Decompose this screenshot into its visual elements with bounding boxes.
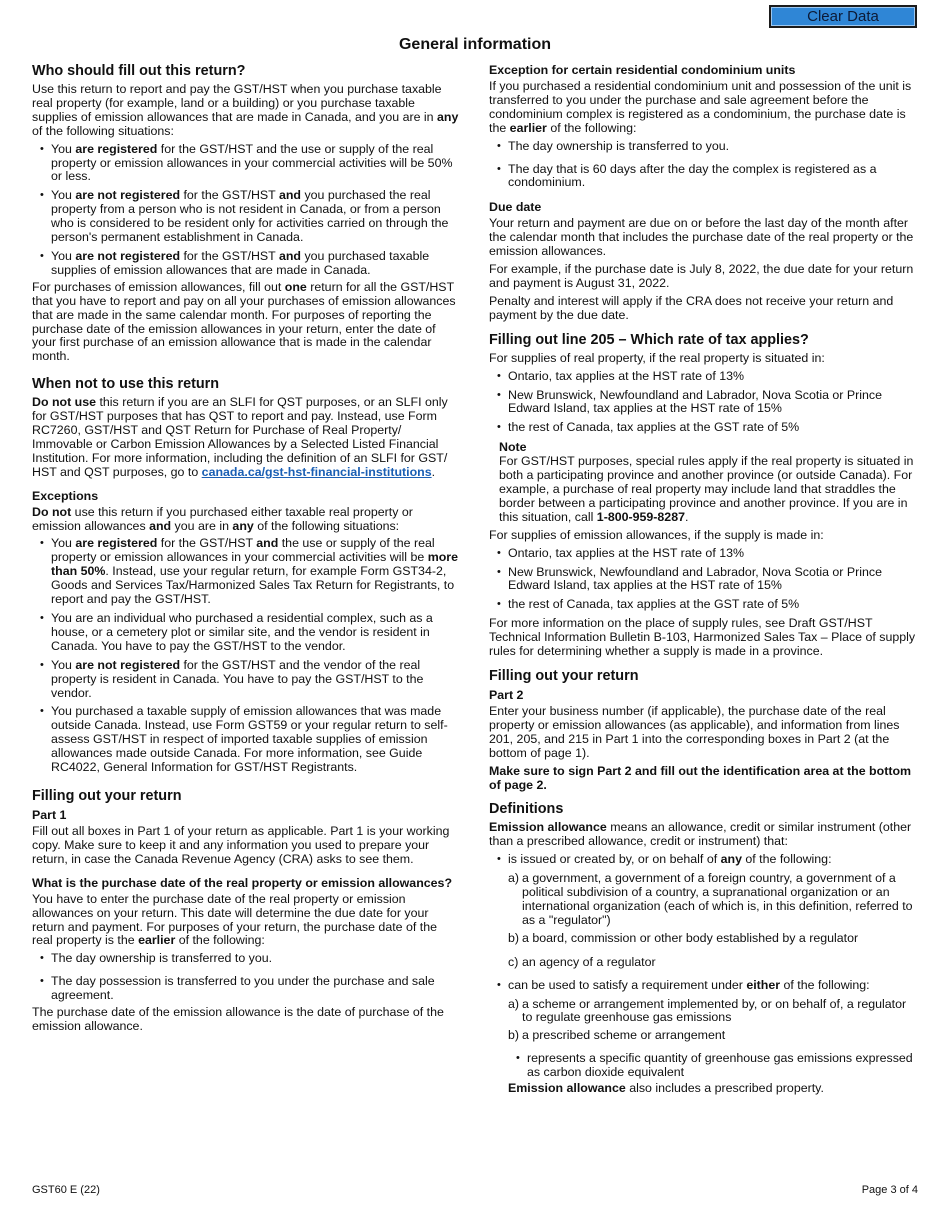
list-item: • The day ownership is transferred to you. — [32, 952, 460, 966]
definition-also: Emission allowance also includes a prescribed property. — [508, 1081, 824, 1096]
filling-out-part2-section — [489, 668, 919, 792]
list-item: • You are an individual who purchased a residential complex, such as a house, or a cemetery plot or similar site, and the vendor is resident in Canada. You have to pay the GST/HST to the vendor. — [32, 612, 460, 654]
sub-list-item: b) a board, commission or other body established by a regulator — [508, 930, 859, 945]
sub-list-item: a) a scheme or arrangement implemented by, or on behalf of, a regulator to regulate greenhouse gas emissions — [508, 996, 907, 1025]
purchase-date-heading: What is the purchase date of the real property or emission allowances? — [32, 875, 453, 890]
definitions-list — [489, 853, 919, 867]
who-list — [32, 143, 460, 278]
page-title: General information — [398, 36, 552, 53]
sub-list-item: a) a government, a government of a foreign country, a government of a political subdivision of a country, a supranational organization or an international organization (each of which is, in this definition, referred to as a "regulator") — [508, 871, 913, 927]
list-item: • The day possession is transferred to you under the purchase and sale agreement. — [32, 975, 460, 1003]
who-heading: Who should fill out this return? — [32, 63, 246, 79]
definition-intro: Emission allowance means an allowance, credit or similar instrument (other than a prescribed allowance, credit or instrument) that: — [489, 820, 912, 849]
list-item: • Ontario, tax applies at the HST rate of 13% — [489, 547, 919, 561]
when-not-section — [32, 376, 460, 479]
exceptions-list — [32, 537, 460, 775]
due-date-p1: Your return and payment are due on or before the last day of the month after the calendar month that includes the purchase date of the real property or the emission allowances. — [489, 216, 914, 259]
list-item: • The day ownership is transferred to you. — [489, 140, 919, 154]
exceptions-heading: Exceptions — [32, 488, 99, 503]
exceptions-intro: Do not use this return if you purchased either taxable real property or emission allowances and you are in any of the following situations: — [32, 504, 413, 533]
part1-text: Fill out all boxes in Part 1 of your return as applicable. Part 1 is your working copy. Make sure to keep it and any information you used to prepare your return, in case the Canada Revenue Agency (CRA) asks to see them. — [32, 823, 450, 866]
definitions-list-2 — [489, 979, 919, 993]
list-item: • You are registered for the GST/HST and the use or supply of the real property or emission allowances in your commercial activities will be 50% or less. — [32, 143, 460, 185]
list-item: • represents a specific quantity of greenhouse gas emissions expressed as carbon dioxide equivalent — [508, 1052, 919, 1080]
condo-text: If you purchased a residential condominium unit and possession of the unit is transferred to you under the purchase and sale agreement before the condominium complex is registered as a condominium, the purchase date is the earlier of the following: — [489, 79, 912, 135]
list-item: • You are not registered for the GST/HST and you purchased the real property from a person who is not resident in Canada, or from a person who is considered to be resident only for activities carried on through the person's permanent establishment in Canada. — [32, 189, 460, 245]
list-item: • the rest of Canada, tax applies at the GST rate of 5% — [489, 421, 919, 435]
list-item: • You purchased a taxable supply of emission allowances that was made outside Canada. Instead, use Form GST59 or your regular return to self-assess GST/HST in respect of imported taxable supplies of emission allowances made outside Canada. For more information, see Guide RC4022, General Information for GST/HST Registrants. — [32, 705, 460, 775]
emission-allowances-intro: For supplies of emission allowances, if the supply is made in: — [489, 527, 824, 542]
left-column — [32, 63, 460, 1038]
due-date-p3: Penalty and interest will apply if the CRA does not receive your return and payment by the due date. — [489, 293, 894, 322]
list-item: • can be used to satisfy a requirement under either of the following: — [489, 979, 919, 993]
condo-heading: Exception for certain residential condominium units — [489, 63, 796, 77]
sub-list-item: c) an agency of a regulator — [508, 954, 656, 969]
sign-instruction: Make sure to sign Part 2 and fill out the identification area at the bottom of page 2. — [489, 763, 912, 792]
list-item: • You are registered for the GST/HST and the use or supply of the real property or emission allowances in your commercial activities will be more than 50%. Instead, use your regular return, for example Form GST34-2, Goods and Services Tax/Harmonized Sales Tax Return for Registrants, to report and pay the GST/HST. — [32, 537, 460, 607]
definitions-section — [489, 801, 919, 1096]
form-identifier: GST60 E (22) — [32, 1184, 100, 1196]
phone-number: 1-800-959-8287 — [596, 509, 685, 524]
when-not-text: Do not use this return if you are an SLFI for QST purposes, or an SLFI only for GST/HST purposes that has QST to report and pay. Instead, use Form RC7260, GST/HST and QST Return for Purchase of Real Property/ Immovable or Carbon Emission Allowances by a Selected Listed Financial Institution. For more information, including the definition of an SLFI for GST/ HST and QST purposes, go to canada.ca/gst-hst-financial-institutions. — [32, 395, 448, 479]
definitions-heading: Definitions — [489, 801, 564, 818]
condo-list — [489, 140, 919, 191]
who-emission-paragraph: For purchases of emission allowances, fill out one return for all the GST/HST that you have to report and pay on all your purchases of emission allowances that are made in the same calendar month. For purposes of reporting the purchase date of the emission allowances in your return, enter the date of your first purchase of an emission allowance that is made in the calendar month. — [32, 279, 456, 364]
place-of-supply-text: For more information on the place of supply rules, see Draft GST/HST Technical Information Bulletin B-103, Harmonized Sales Tax – Place of supply rules for determining whether a supply is made in a province. — [489, 616, 916, 659]
emission-purchase-date-text: The purchase date of the emission allowance is the date of purchase of the emission allowance. — [32, 1005, 444, 1033]
list-item: • is issued or created by, or on behalf of any of the following: — [489, 853, 919, 867]
filling-part2-heading: Filling out your return — [489, 668, 639, 684]
definitions-list-3 — [508, 1052, 919, 1080]
note-text: For GST/HST purposes, special rules apply if the real property is situated in both a participating province and another province (or outside Canada). For example, a purchase of real property may include land that straddles the border between a participating province and another province. If you are in this situation, call 1-800-959-8287. — [499, 454, 914, 524]
note-box — [499, 440, 919, 525]
emission-rates-list — [489, 547, 919, 613]
financial-institutions-link[interactable]: canada.ca/gst-hst-financial-institutions — [201, 464, 432, 479]
real-property-rates-list — [489, 370, 919, 436]
due-date-heading: Due date — [489, 200, 542, 215]
line-205-section — [489, 332, 919, 659]
sub-list-item: b) a prescribed scheme or arrangement — [508, 1028, 726, 1043]
due-date-section — [489, 200, 919, 322]
line-205-heading: Filling out line 205 – Which rate of tax applies? — [489, 331, 809, 348]
list-item: • You are not registered for the GST/HST and you purchased taxable supplies of emission allowances that are made in Canada. — [32, 250, 460, 278]
list-item: • The day that is 60 days after the day the complex is registered as a condominium. — [489, 163, 919, 191]
right-column — [489, 63, 919, 1100]
who-should-fill-section — [32, 63, 460, 364]
purchase-date-text: You have to enter the purchase date of the real property or emission allowances on your return. This date will determine the due date for your return and payment. For purposes of your return, the purchase date of the real property is the earlier of the following: — [32, 891, 437, 948]
list-item: • New Brunswick, Newfoundland and Labrador, Nova Scotia or Prince Edward Island, tax applies at the HST rate of 15% — [489, 566, 919, 594]
sub-list-requirement — [508, 998, 919, 1096]
list-item: • New Brunswick, Newfoundland and Labrador, Nova Scotia or Prince Edward Island, tax applies at the HST rate of 15% — [489, 389, 919, 417]
part2-text: Enter your business number (if applicable), the purchase date of the real property or emission allowances (as applicable), and information from lines 201, 205, and 215 in Part 1 into the corresponding boxes in Part 2 (at the bottom of page 1). — [489, 704, 900, 760]
list-item: • Ontario, tax applies at the HST rate of 13% — [489, 370, 919, 384]
condo-exception-section — [489, 63, 919, 190]
real-property-intro: For supplies of real property, if the real property is situated in: — [489, 350, 825, 365]
who-intro: Use this return to report and pay the GST/HST when you purchase taxable real property (for example, land or a building) or you purchase taxable supplies of emission allowances that are made in Canada, and you are in any of the following situations: — [32, 82, 459, 138]
list-item: • the rest of Canada, tax applies at the GST rate of 5% — [489, 598, 919, 612]
clear-data-button[interactable]: Clear Data — [769, 5, 917, 28]
sub-list-issued-by — [508, 872, 919, 969]
purchase-date-list — [32, 952, 460, 1003]
part1-heading: Part 1 — [32, 807, 67, 822]
exceptions-section — [32, 489, 460, 775]
note-heading: Note — [499, 440, 527, 455]
list-item: • You are not registered for the GST/HST and the vendor of the real property is resident in Canada. You have to pay the GST/HST to the vendor. — [32, 659, 460, 701]
due-date-p2: For example, if the purchase date is July 8, 2022, the due date for your return and payment is August 31, 2022. — [489, 262, 914, 290]
when-not-heading: When not to use this return — [32, 376, 220, 393]
filling-heading: Filling out your return — [32, 787, 182, 804]
part2-heading: Part 2 — [489, 688, 524, 702]
page-number: Page 3 of 4 — [861, 1184, 918, 1196]
filling-out-section — [32, 788, 460, 1034]
